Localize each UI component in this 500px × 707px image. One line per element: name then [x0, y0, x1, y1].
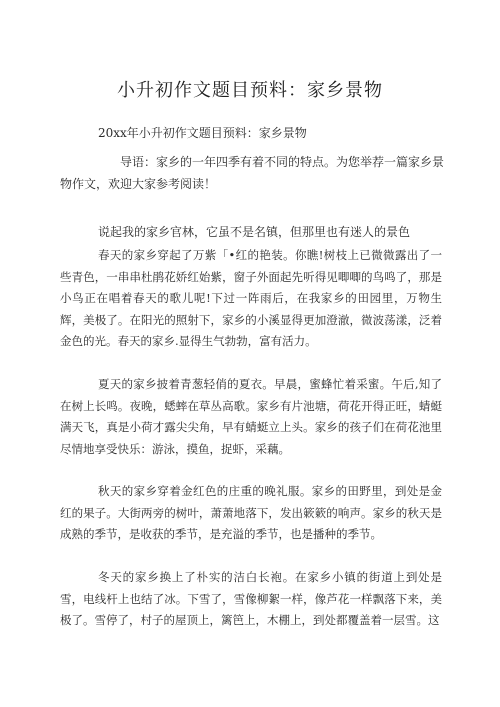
- paragraph-summer: 夏天的家乡披着青葱轻俏的夏衣。早晨，蜜蜂忙着采蜜。午后,知了在树上长鸣。夜晚，蟋蟀在草丛高歌。家乡有片池塘，荷花开得正旺，蜻蜓满天飞，真是小荷才露尖尖角，早有蜻蜓立上头。家乡的孩子们在荷花池里尽情地享受快乐：游泳，摸鱼，捉虾，采藕。: [60, 377, 442, 456]
- paragraph-spring: 春天的家乡穿起了万紫「•红的艳装。你瞧!树枝上已微微露出了一些青色，一串串杜鹃花娇红始紫，窗子外面起先听得见唧唧的鸟鸣了，那是小鸟正在唱着春天的歌儿呢!下过一阵雨后，在我家乡的田园里，万物生辉，美极了。在阳光的照射下，家乡的小溪显得更加澄澈，微波荡漾，泛着金色的光。春天的家乡.显得生气勃勃，富有活力。: [60, 248, 442, 348]
- lead-sentence: 说起我的家乡官林，它虽不是名镇，但那里也有迷人的景色: [98, 225, 411, 239]
- intro-paragraph: 导语：家乡的一年四季有着不同的特点。为您举荐一篇家乡景物作文，欢迎大家参考阅读！: [60, 155, 445, 191]
- document-title: 小升初作文题目预料：家乡景物: [117, 80, 383, 101]
- paragraph-autumn: 秋天的家乡穿着金红色的庄重的晚礼服。家乡的田野里，到处是金红的果子。大街两旁的树叶，萧萧地落下，发出簌簌的响声。家乡的秋天是成熟的季节，是收获的季节，是充溢的季节，也是播种的季节。: [60, 484, 442, 541]
- document-subtitle: 20xx年小升初作文题目预料：家乡景物: [98, 126, 307, 140]
- paragraph-winter: 冬天的家乡换上了朴实的洁白长袍。在家乡小镇的街道上到处是雪，电线杆上也结了冰。下雪了，雪像柳絮一样，像芦花一样飘落下来，美极了。雪停了，村子的屋顶上，篱笆上，木棚上，到处都覆盖着一层雪。这: [60, 570, 442, 627]
